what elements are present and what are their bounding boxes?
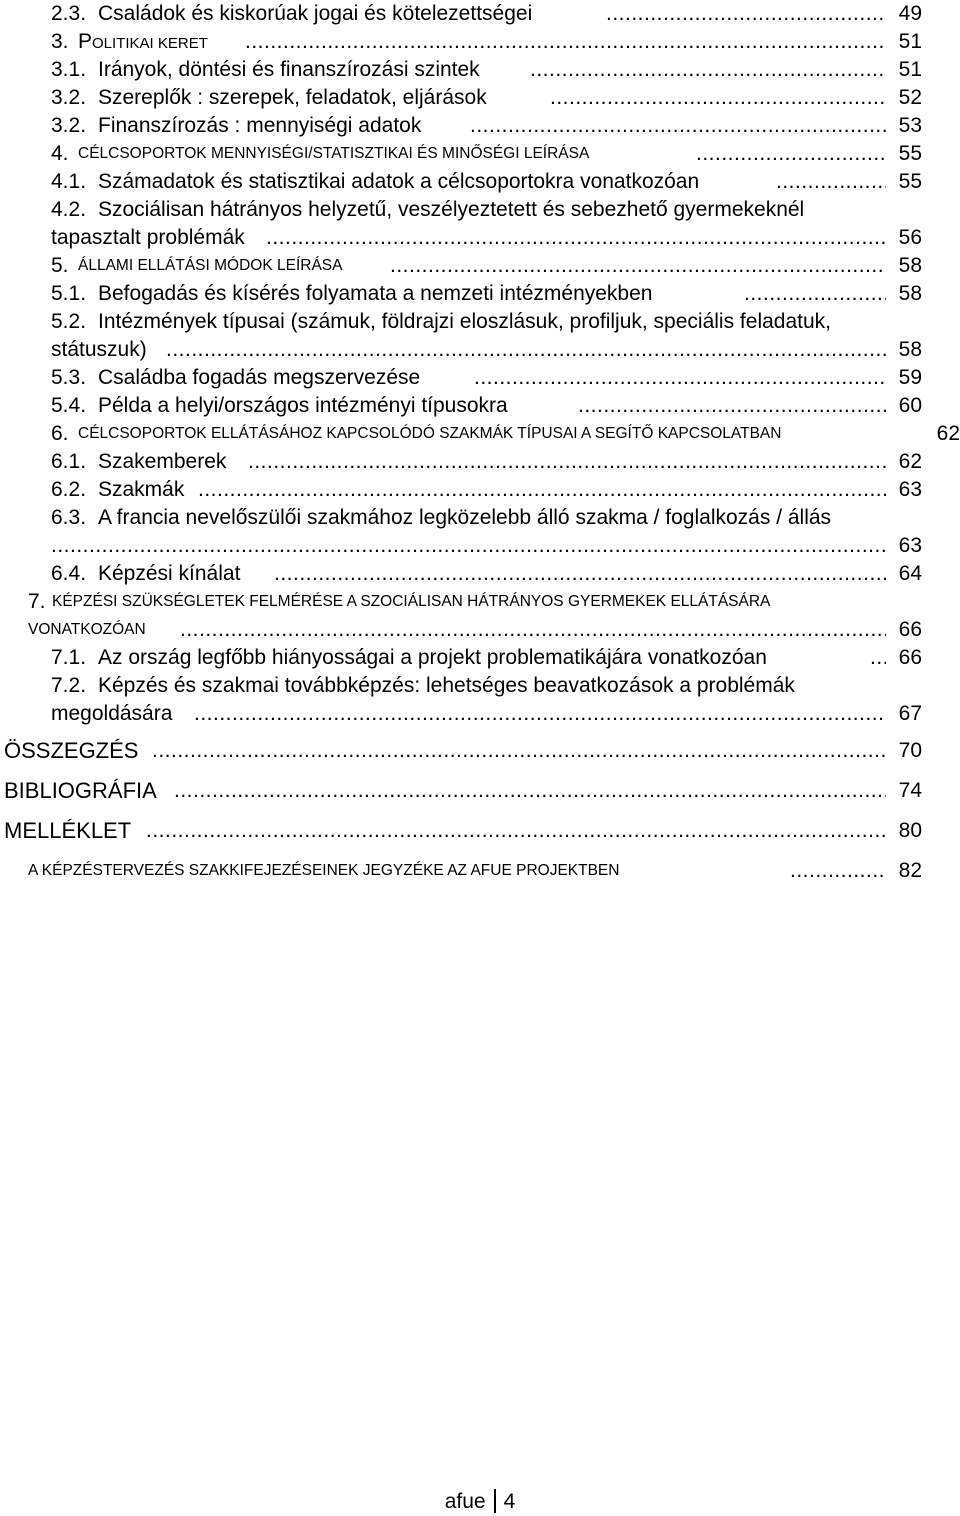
toc-entry-title: Képzés és szakmai továbbképzés: lehetséges beavatkozások a problémák xyxy=(98,674,795,697)
toc-entry-number: 5.4. xyxy=(51,394,87,417)
toc-entry-title: Az ország legfőbb hiányosságai a projekt problematikájára vonatkozóan xyxy=(98,646,767,669)
toc-title-initial: P xyxy=(78,30,93,53)
toc-entry-title: BIBLIOGRÁFIA xyxy=(4,778,157,803)
toc-entry-page: 62 xyxy=(936,422,960,445)
toc-entry-page: 53 xyxy=(898,114,922,137)
toc-entry-page: 58 xyxy=(898,338,922,361)
dot-leader xyxy=(174,777,886,805)
dot-leader xyxy=(474,364,886,392)
toc-entry-page: 63 xyxy=(898,534,922,557)
dot-leader xyxy=(530,56,886,84)
dot-leader xyxy=(390,252,886,280)
toc-entry-title: Családok és kiskorúak jogai és kötelezettségei xyxy=(98,2,533,25)
toc-entry-title: KÉPZÉSI SZÜKSÉGLETEK FELMÉRÉSE A SZOCIÁLISAN HÁTRÁNYOS GYERMEKEK ELLÁTÁSÁRA xyxy=(52,593,771,610)
toc-title-rest: OLITIKAI KERET xyxy=(92,35,208,52)
toc-entry-number: 6.1. xyxy=(51,450,87,473)
dot-leader xyxy=(606,0,886,28)
toc-entry-title: CÉLCSOPORTOK ELLÁTÁSÁHOZ KAPCSOLÓDÓ SZAKMÁK TÍPUSAI A SEGÍTŐ KAPCSOLATBAN xyxy=(78,425,782,442)
dot-leader xyxy=(152,737,886,765)
toc-entry-number: 7.1. xyxy=(51,646,87,669)
page-number: 4 xyxy=(503,1490,516,1513)
toc-entry-page: 56 xyxy=(898,226,922,249)
toc-entry-title: A francia nevelőszülői szakmához legközelebb álló szakma / foglalkozás / állás xyxy=(98,506,832,529)
toc-entry-page: 67 xyxy=(898,702,922,725)
toc-entry-number: 6.4. xyxy=(51,562,87,585)
toc-entry-number: 5.2. xyxy=(51,310,87,333)
toc-entry-number: 4.2. xyxy=(51,198,87,221)
toc-entry-title: Számadatok és statisztikai adatok a célcsoportokra vonatkozóan xyxy=(98,170,700,193)
dot-leader xyxy=(146,817,886,845)
toc-entry-title: ÖSSZEGZÉS xyxy=(4,738,139,763)
toc-entry-title: ÁLLAMI ELLÁTÁSI MÓDOK LEÍRÁSA xyxy=(78,257,343,274)
toc-entry-number: 5. xyxy=(51,254,69,277)
toc-entry-title: Intézmények típusai (számuk, földrajzi eloszlásuk, profiljuk, speciális feladatuk, xyxy=(98,310,831,333)
dot-leader xyxy=(470,112,886,140)
dot-leader xyxy=(166,336,886,364)
toc-entry-number: 7.2. xyxy=(51,674,87,697)
toc-entry-page: 70 xyxy=(898,739,922,762)
toc-entry-page: 62 xyxy=(898,450,922,473)
toc-entry-number: 5.3. xyxy=(51,366,87,389)
dot-leader xyxy=(248,448,886,476)
toc-entry-page: 49 xyxy=(898,2,922,25)
toc-entry-title-continued: státuszuk) xyxy=(51,338,147,361)
dot-leader xyxy=(550,84,886,112)
dot-leader xyxy=(274,560,886,588)
toc-entry-number: 7. xyxy=(28,590,46,613)
toc-entry-number: 5.1. xyxy=(51,282,87,305)
toc-entry-page: 66 xyxy=(898,646,922,669)
toc-entry-page: 58 xyxy=(898,282,922,305)
dot-leader xyxy=(776,168,886,196)
dot-leader xyxy=(870,644,886,672)
toc-entry-page: 66 xyxy=(898,618,922,641)
dot-leader xyxy=(180,616,886,644)
toc-entry-title-continued: megoldására xyxy=(51,702,173,725)
dot-leader xyxy=(696,140,886,168)
toc-entry-title xyxy=(78,28,208,58)
toc-entry-title: Befogadás és kísérés folyamata a nemzeti intézményekben xyxy=(98,282,653,305)
toc-entry-title: Szereplők : szerepek, feladatok, eljárások xyxy=(98,86,487,109)
toc-entry-page: 55 xyxy=(898,170,922,193)
toc-entry-title: Képzési kínálat xyxy=(98,562,241,585)
toc-entry-page: 51 xyxy=(898,58,922,81)
toc-entry-number: 3. xyxy=(51,30,69,53)
toc-entry-title: MELLÉKLET xyxy=(4,818,132,843)
toc-entry-title-continued: VONATKOZÓAN xyxy=(28,621,146,638)
dot-leader xyxy=(578,392,886,420)
toc-entry-title: Finanszírozás : mennyiségi adatok xyxy=(98,114,422,137)
toc-entry-title: Családba fogadás megszervezése xyxy=(98,366,421,389)
toc-entry-title: Szociálisan hátrányos helyzetű, veszélyeztetett és sebezhető gyermekeknél xyxy=(98,198,805,221)
toc-entry-number: 6.2. xyxy=(51,478,87,501)
toc-entry-page: 55 xyxy=(898,142,922,165)
toc-entry-page: 80 xyxy=(898,819,922,842)
toc-entry-title: Szakemberek xyxy=(98,450,227,473)
toc-entry-number: 2.3. xyxy=(51,2,87,25)
page-footer xyxy=(0,1488,960,1516)
dot-leader xyxy=(194,700,886,728)
toc-entry-page: 64 xyxy=(898,562,922,585)
dot-leader xyxy=(198,476,886,504)
toc-entry-page: 51 xyxy=(898,30,922,53)
toc-entry-title: A KÉPZÉSTERVEZÉS SZAKKIFEJEZÉSEINEK JEGYZÉKE AZ AFUE PROJEKTBEN xyxy=(28,862,620,879)
toc-entry-number: 3.1. xyxy=(51,58,87,81)
toc-entry-page: 74 xyxy=(898,779,922,802)
footer-label: afue xyxy=(444,1490,486,1513)
dot-leader xyxy=(51,532,886,560)
toc-entry-title: Szakmák xyxy=(98,478,185,501)
toc-entry-page: 59 xyxy=(898,366,922,389)
dot-leader xyxy=(245,28,886,56)
toc-entry-title: CÉLCSOPORTOK MENNYISÉGI/STATISZTIKAI ÉS MINŐSÉGI LEÍRÁSA xyxy=(78,145,590,162)
toc-entry-title-continued: tapasztalt problémák xyxy=(51,226,245,249)
toc-entry-page: 82 xyxy=(898,859,922,882)
toc-entry-page: 60 xyxy=(898,394,922,417)
toc-entry-number: 6.3. xyxy=(51,506,87,529)
toc-entry-page: 52 xyxy=(898,86,922,109)
toc-entry-title: Példa a helyi/országos intézményi típusokra xyxy=(98,394,508,417)
toc-entry-number: 4.1. xyxy=(51,170,87,193)
toc-entry-number: 3.2. xyxy=(51,86,87,109)
toc-entry-number: 4. xyxy=(51,142,69,165)
footer-divider xyxy=(494,1489,496,1513)
toc-entry-page: 63 xyxy=(898,478,922,501)
toc-entry-title: Irányok, döntési és finanszírozási szintek xyxy=(98,58,480,81)
dot-leader xyxy=(744,280,886,308)
dot-leader xyxy=(266,224,886,252)
toc-entry-number: 6. xyxy=(51,422,69,445)
toc-entry-page: 58 xyxy=(898,254,922,277)
dot-leader xyxy=(790,857,886,885)
toc-entry-number: 3.2. xyxy=(51,114,87,137)
